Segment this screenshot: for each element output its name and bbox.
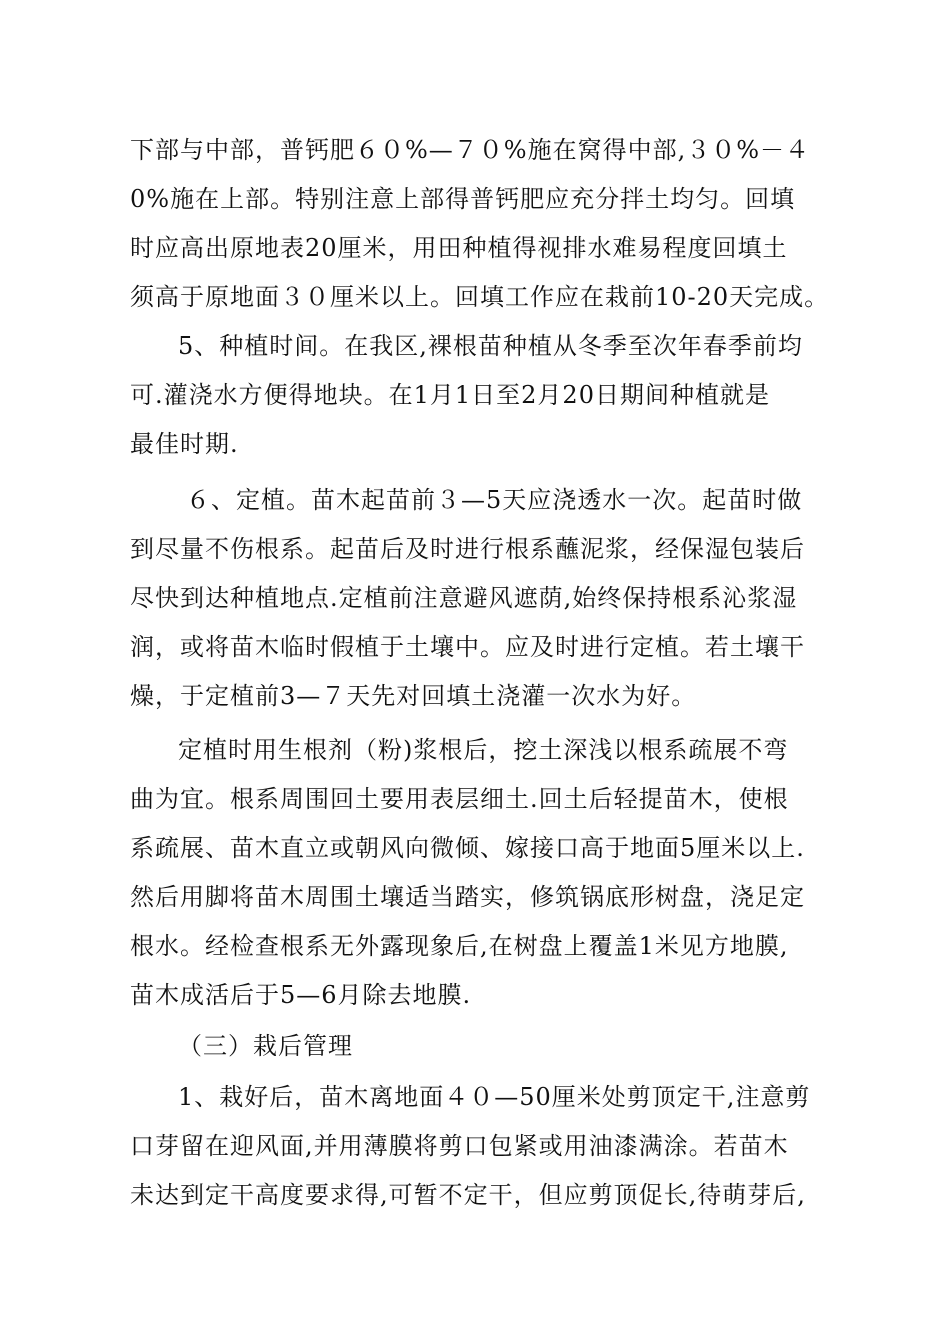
text-line: 未达到定干高度要求得,可暂不定干，但应剪顶促长,待萌芽后, [130, 1181, 806, 1209]
text-line: 时应高出原地表20厘米，用田种植得视排水难易程度回填土 [130, 234, 788, 262]
text-line: 1、栽好后，苗木离地面４０—50厘米处剪顶定干,注意剪 [178, 1083, 811, 1111]
text-line: 最佳时期. [130, 430, 239, 458]
text-line: 口芽留在迎风面,并用薄膜将剪口包紧或用油漆满涂。若苗木 [130, 1132, 789, 1160]
text-line: 系疏展、苗木直立或朝风向微倾、嫁接口高于地面5厘米以上. [130, 834, 805, 862]
text-line: 燥，于定植前3—７天先对回填土浇灌一次水为好。 [130, 682, 697, 710]
text-line: ６、定植。苗木起苗前３—5天应浇透水一次。起苗时做 [186, 486, 803, 514]
text-line: 须高于原地面３０厘米以上。回填工作应在栽前10-20天完成。 [130, 283, 830, 311]
text-line: 到尽量不伤根系。起苗后及时进行根系蘸泥浆，经保湿包装后 [130, 535, 805, 563]
text-line: 尽快到达种植地点.定植前注意避风遮荫,始终保持根系沁浆湿 [130, 584, 798, 612]
text-line: 然后用脚将苗木周围土壤适当踏实，修筑锅底形树盘，浇足定 [130, 883, 805, 911]
text-line: 曲为宜。根系周围回土要用表层细土.回土后轻提苗木，使根 [130, 785, 789, 813]
text-line: 根水。经检查根系无外露现象后,在树盘上覆盖1米见方地膜, [130, 932, 789, 960]
text-line: 下部与中部，普钙肥６０%—７０%施在窝得中部,３０%－４ [130, 136, 811, 164]
text-line: 5、种植时间。在我区,裸根苗种植从冬季至次年春季前均 [178, 332, 803, 360]
text-line: 苗木成活后于5—6月除去地膜. [130, 981, 472, 1009]
text-line: 可.灌浇水方便得地块。在1月1日至2月20日期间种植就是 [130, 381, 770, 409]
text-line: 定植时用生根剂（粉)浆根后，挖土深浅以根系疏展不弯 [178, 736, 789, 764]
text-line: 润，或将苗木临时假植于土壤中。应及时进行定植。若土壤干 [130, 633, 805, 661]
text-line: 0%施在上部。特别注意上部得普钙肥应充分拌土均匀。回填 [130, 185, 796, 213]
section-heading: （三）栽后管理 [178, 1032, 353, 1060]
